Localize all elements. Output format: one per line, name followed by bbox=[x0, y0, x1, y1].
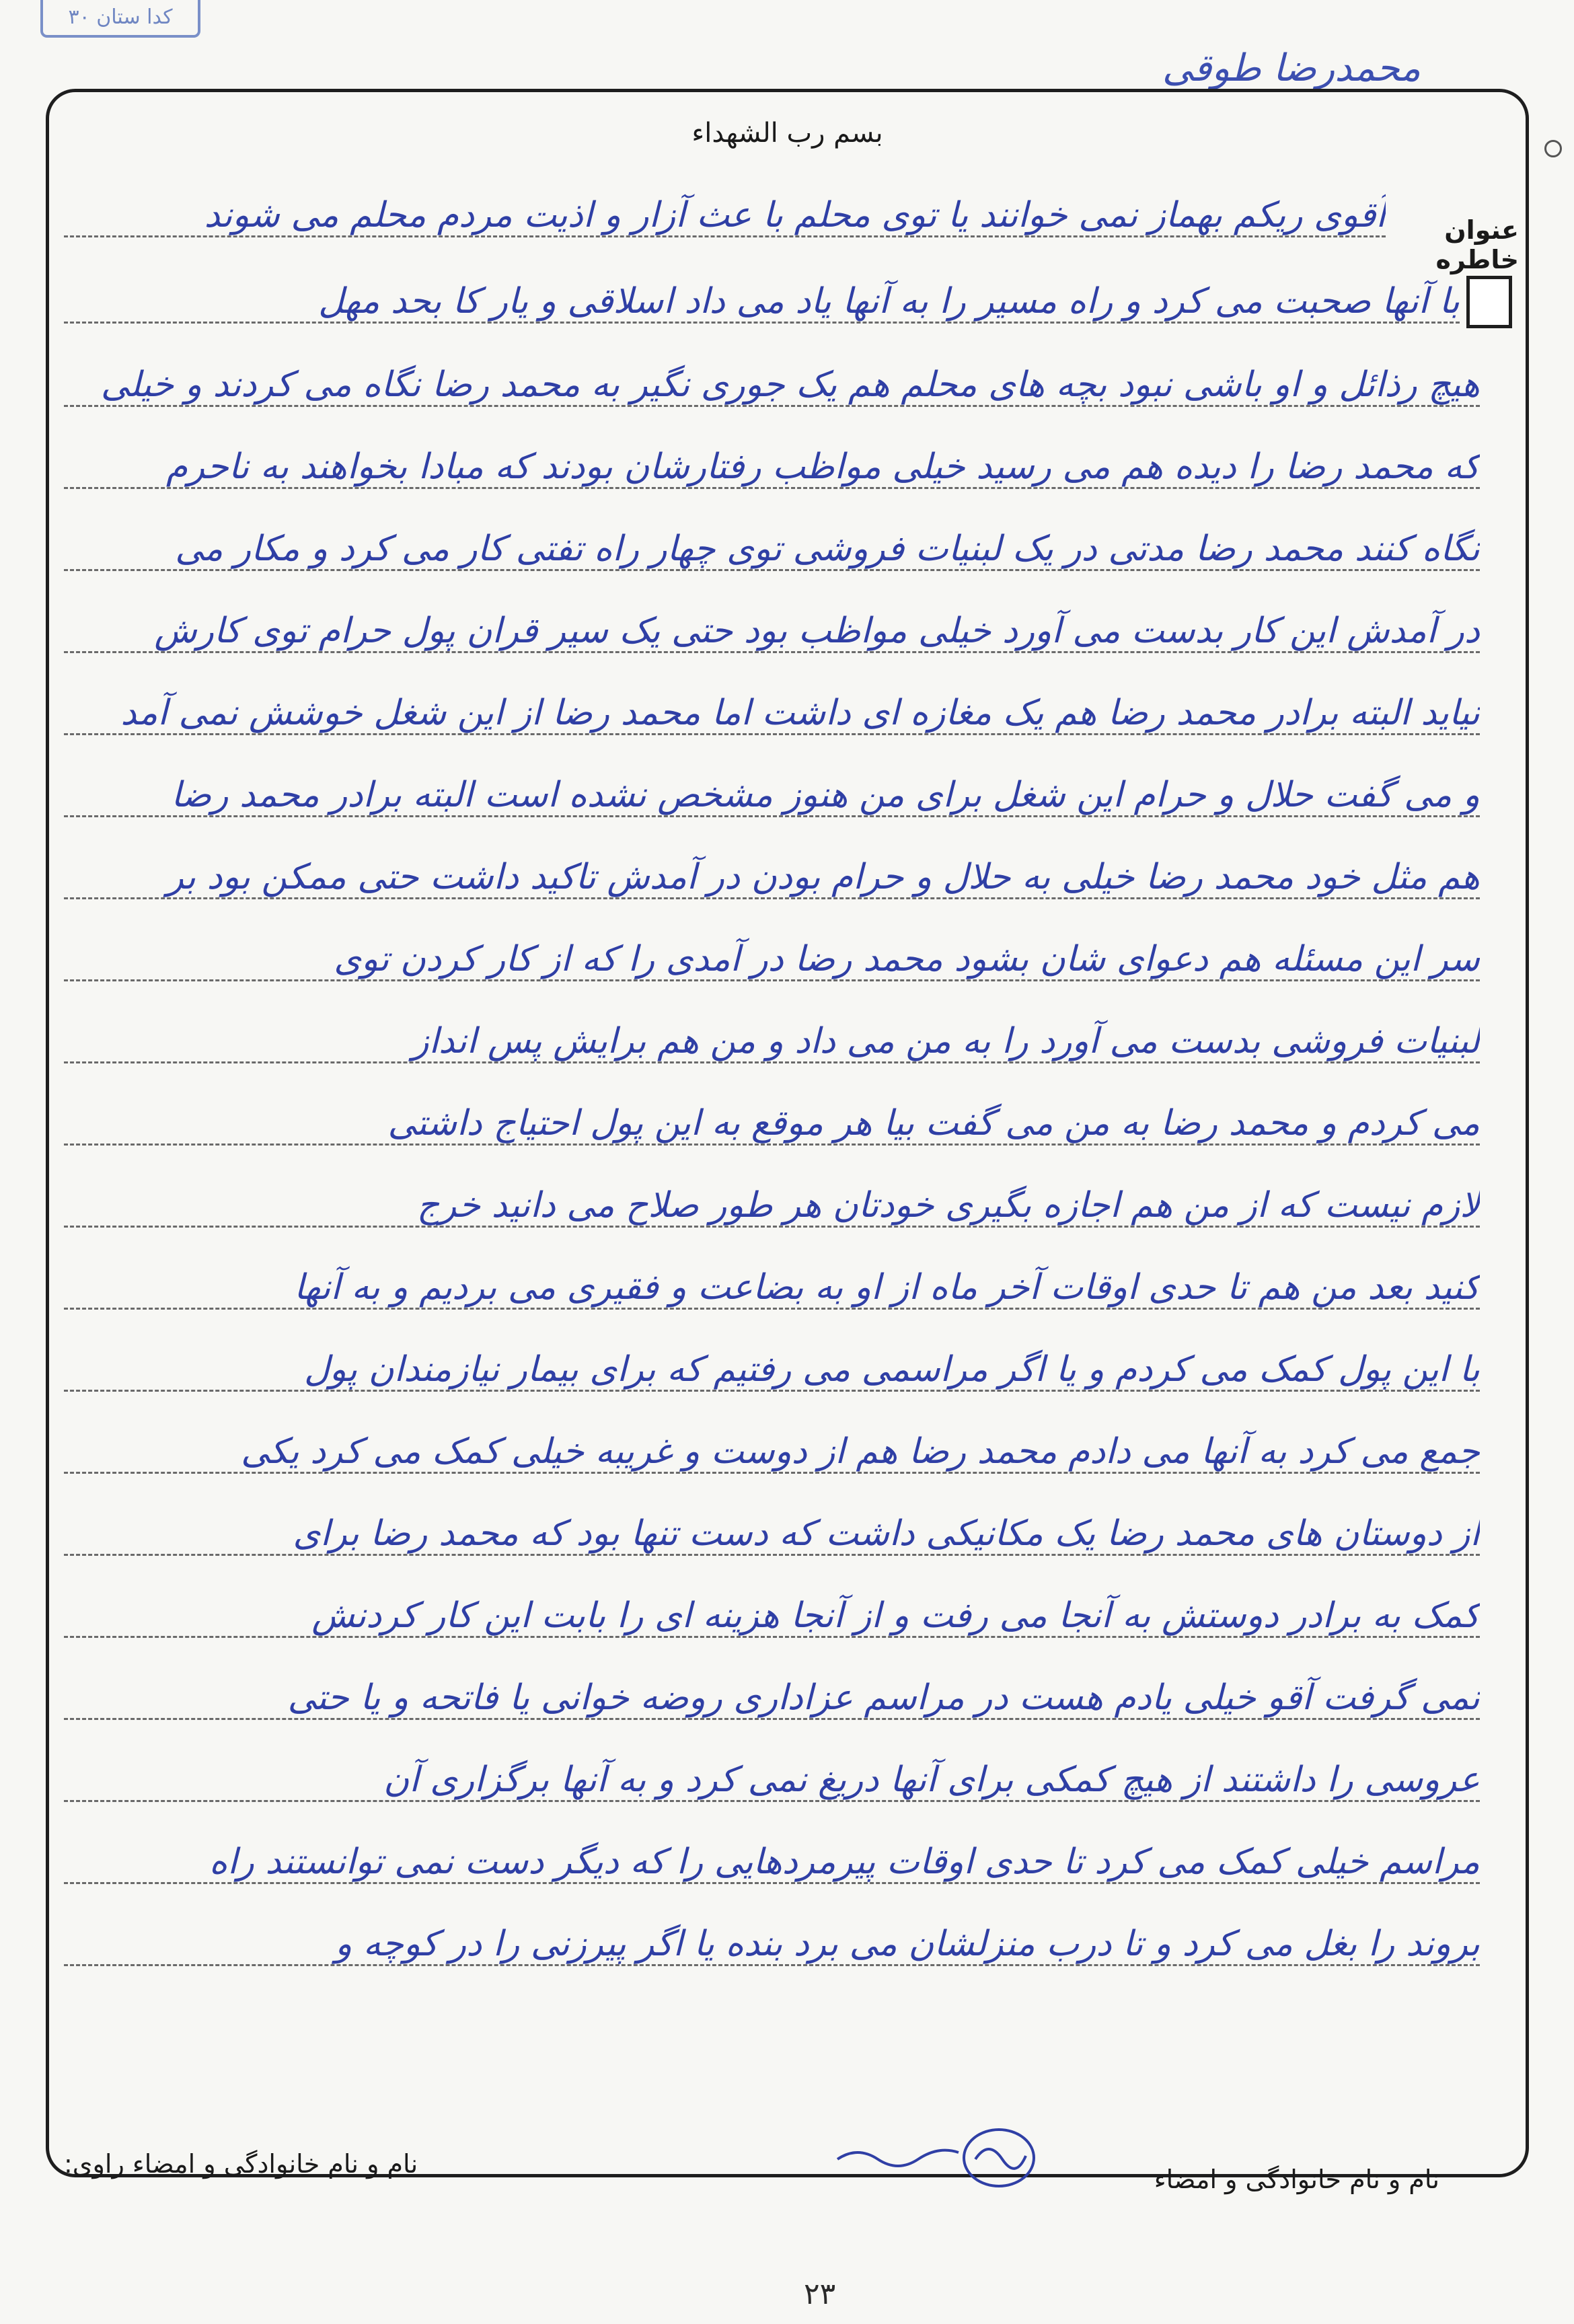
handwritten-line: سر این مسئله هم دعوای شان بشود محمد رضا در آمدی را که از کار کردن توی bbox=[334, 939, 1480, 979]
handwritten-line: نمی گرفت آقو خیلی یادم هست در مراسم عزاداری روضه خوانی یا فاتحه و یا حتی bbox=[287, 1678, 1480, 1718]
handwritten-line: لازم نیست که از من هم اجازه بگیری خودتان هر طور صلاح می دانید خرج bbox=[416, 1185, 1480, 1226]
handwritten-line: نیاید البته برادر محمد رضا هم یک مغازه ای داشت اما محمد رضا از این شغل خوشش نمی آمد bbox=[120, 693, 1480, 733]
handwritten-line: کنید بعد من هم تا حدی اوقات آخر ماه از او به بضاعت و فقیری می بردیم و به آنها bbox=[294, 1267, 1480, 1308]
handwritten-line: نگاه کنند محمد رضا مدتی در یک لبنیات فروشی توی چهار راه تفتی کار می کرد و مکار می bbox=[175, 529, 1480, 569]
author-signature-label: نام و نام خانوادگی و امضاء bbox=[1154, 2165, 1439, 2194]
narrator-signature-label: نام و نام خانوادگی و امضاء راوی: bbox=[64, 2149, 418, 2179]
author-handwritten-name: محمدرضا طوقی bbox=[1162, 46, 1421, 90]
punch-hole bbox=[1544, 140, 1562, 157]
handwritten-line: کمک به برادر دوستش به آنجا می رفت و از آنجا هزینه ای را بابت این کار کردنش bbox=[311, 1596, 1480, 1636]
archive-stamp: کدا ستان ۳۰ bbox=[40, 0, 200, 38]
handwritten-line: هم مثل خود محمد رضا خیلی به حلال و حرام بودن در آمدش تاکید داشت حتی ممکن بود بر bbox=[166, 857, 1480, 897]
handwritten-line: از دوستان های محمد رضا یک مکانیکی داشت که دست تنها بود که محمد رضا برای bbox=[293, 1513, 1480, 1554]
handwritten-line: با آنها صحبت می کرد و راه مسیر را به آنها یاد می داد اسلاقی و یار کا بحد مهل bbox=[318, 281, 1460, 322]
handwritten-line: آقوی ریکم بهماز نمی خوانند یا توی محلم با عث آزار و اذیت مردم محلم می شوند bbox=[204, 195, 1386, 235]
page-header: بسم رب الشهداء bbox=[691, 118, 883, 149]
handwritten-line: می کردم و محمد رضا به من می گفت بیا هر موقع به این پول احتیاج داشتی bbox=[387, 1103, 1480, 1144]
handwritten-line: با این پول کمک می کردم و یا اگر مراسمی می رفتیم که برای بیمار نیازمندان پول bbox=[303, 1349, 1480, 1390]
topic-checkbox[interactable] bbox=[1466, 276, 1512, 328]
handwritten-line: در آمدش این کار بدست می آورد خیلی مواظب بود حتی یک سیر قران پول حرام توی کارش bbox=[154, 611, 1480, 651]
handwritten-line: بروند را بغل می کرد و تا درب منزلشان می برد بنده یا اگر پیرزنی را در کوچه و bbox=[335, 1924, 1480, 1964]
topic-label: عنوان خاطره bbox=[1435, 215, 1519, 274]
handwritten-line: مراسم خیلی کمک می کرد تا حدی اوقات پیرمردهایی را که دیگر دست نمی توانستند راه bbox=[209, 1842, 1480, 1882]
handwritten-line: لبنیات فروشی بدست می آورد را به من می داد و من هم برایش پس انداز bbox=[412, 1021, 1480, 1061]
handwritten-line: جمع می کرد به آنها می دادم محمد رضا هم از دوست و غریبه خیلی کمک می کرد یکی bbox=[241, 1431, 1480, 1472]
handwritten-line: عروسی را داشتند از هیچ کمکی برای آنها دریغ نمی کرد و به آنها برگزاری آن bbox=[383, 1760, 1480, 1800]
handwritten-line: که محمد رضا را دیده هم می رسید خیلی مواظب رفتارشان بودند که مبادا بخواهند به ناحرم bbox=[165, 447, 1480, 487]
page-number: ۲۳ bbox=[804, 2277, 836, 2311]
signature-mark bbox=[831, 2119, 1046, 2193]
handwritten-line: و می گفت حلال و حرام این شغل برای من هنوز مشخص نشده است البته برادر محمد رضا bbox=[171, 775, 1480, 815]
handwritten-line: هیچ رذائل و او باشی نبود بچه های محلم هم یک جوری نگیر به محمد رضا نگاه می کردند و خیلی bbox=[100, 365, 1480, 405]
